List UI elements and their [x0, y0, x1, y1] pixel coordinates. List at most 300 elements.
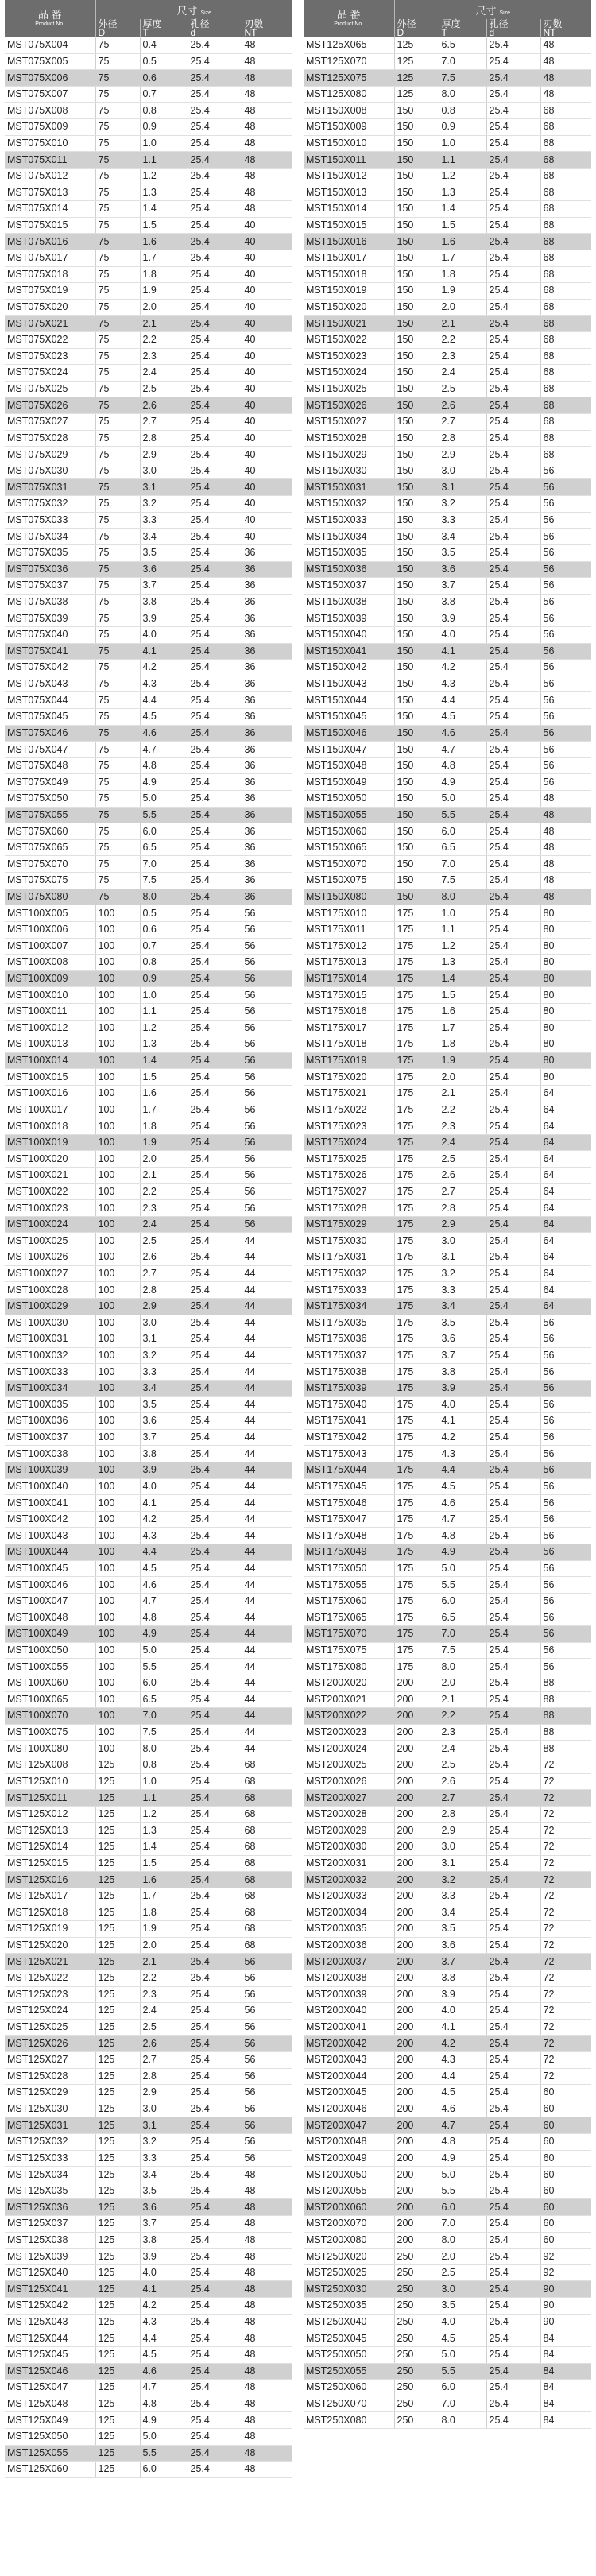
thickness-cell: 1.4 — [439, 201, 486, 218]
teeth-header-sym: NT — [543, 27, 556, 38]
thickness-cell: 3.7 — [439, 1347, 486, 1364]
bore-cell: 25.4 — [486, 2330, 540, 2347]
bore-cell: 25.4 — [486, 397, 540, 414]
thickness-cell: 4.0 — [439, 2003, 486, 2020]
product-no-cell: MST200X033 — [304, 1888, 394, 1904]
outer-diameter-cell: 175 — [394, 1151, 439, 1168]
bore-cell: 25.4 — [188, 1888, 242, 1904]
bore-cell: 25.4 — [188, 1691, 242, 1708]
product-no-cell: MST175X044 — [304, 1462, 394, 1479]
teeth-cell: 56 — [540, 626, 591, 643]
thickness-cell: 3.9 — [140, 1462, 188, 1479]
teeth-cell: 84 — [540, 2363, 591, 2380]
outer-diameter-cell: 150 — [394, 512, 439, 529]
outer-diameter-cell: 100 — [95, 1724, 140, 1741]
table-row — [304, 610, 591, 627]
thickness-cell: 0.7 — [140, 86, 188, 103]
table-row — [5, 2281, 292, 2298]
table-row — [5, 561, 292, 578]
bore-cell: 25.4 — [188, 1773, 242, 1790]
thickness-cell: 2.5 — [439, 381, 486, 397]
bore-cell: 25.4 — [188, 561, 242, 578]
teeth-cell: 68 — [242, 1888, 292, 1904]
outer-diameter-cell: 125 — [95, 1823, 140, 1839]
outer-diameter-cell: 125 — [394, 86, 439, 103]
thickness-cell: 0.7 — [140, 938, 188, 955]
product-no-cell: MST150X011 — [304, 152, 394, 169]
outer-diameter-cell: 175 — [394, 1020, 439, 1036]
product-no-cell: MST200X032 — [304, 1872, 394, 1888]
product-no-cell: MST125X031 — [5, 2117, 95, 2134]
outer-diameter-cell: 100 — [95, 1478, 140, 1495]
product-no-header-en: Product No. — [334, 21, 364, 27]
product-no-cell: MST150X047 — [304, 742, 394, 758]
teeth-cell: 44 — [242, 1380, 292, 1396]
outer-diameter-cell: 175 — [394, 1036, 439, 1053]
product-no-cell: MST250X060 — [304, 2380, 394, 2396]
table-row — [304, 1659, 591, 1675]
thickness-cell: 3.2 — [140, 496, 188, 513]
teeth-cell: 64 — [540, 1183, 591, 1200]
outer-diameter-cell: 100 — [95, 1183, 140, 1200]
teeth-cell: 56 — [540, 1364, 591, 1381]
outer-diameter-cell: 100 — [95, 1249, 140, 1266]
outer-diameter-cell: 200 — [394, 2051, 439, 2068]
teeth-cell: 44 — [242, 1675, 292, 1691]
thickness-cell: 3.4 — [140, 1380, 188, 1396]
teeth-cell: 84 — [540, 2380, 591, 2396]
teeth-cell: 40 — [242, 234, 292, 250]
outer-diameter-cell: 150 — [394, 873, 439, 889]
product-no-cell: MST100X031 — [5, 1331, 95, 1348]
table-row — [5, 1265, 292, 1282]
table-row — [304, 2380, 591, 2396]
thickness-cell: 2.1 — [140, 1168, 188, 1184]
outer-diameter-cell: 100 — [95, 1364, 140, 1381]
product-no-cell: MST125X011 — [5, 1790, 95, 1807]
thickness-cell: 2.4 — [140, 2003, 188, 2020]
thickness-header — [439, 19, 486, 37]
thickness-cell: 5.0 — [140, 1642, 188, 1659]
thickness-cell: 1.4 — [140, 201, 188, 218]
product-no-cell: MST150X049 — [304, 774, 394, 791]
thickness-cell: 5.0 — [439, 2167, 486, 2183]
bore-cell: 25.4 — [188, 1724, 242, 1741]
bore-cell: 25.4 — [486, 1495, 540, 1512]
outer-diameter-cell: 175 — [394, 921, 439, 938]
outer-diameter-cell: 150 — [394, 299, 439, 316]
bore-cell: 25.4 — [188, 2134, 242, 2151]
bore-cell: 25.4 — [486, 2412, 540, 2429]
thickness-cell: 2.8 — [439, 1200, 486, 1217]
bore-cell: 25.4 — [188, 1265, 242, 1282]
bore-header-sym: d — [489, 27, 495, 38]
thickness-cell: 4.4 — [439, 1462, 486, 1479]
teeth-cell: 44 — [242, 1249, 292, 1266]
bore-cell: 25.4 — [188, 447, 242, 463]
outer-diameter-cell: 75 — [95, 381, 140, 397]
bore-cell: 25.4 — [486, 1069, 540, 1086]
table-row — [304, 1593, 591, 1610]
product-no-cell: MST075X015 — [5, 217, 95, 234]
outer-diameter-cell: 200 — [394, 1823, 439, 1839]
outer-diameter-cell: 100 — [95, 1151, 140, 1168]
outer-diameter-cell: 150 — [394, 331, 439, 348]
bore-cell: 25.4 — [486, 1773, 540, 1790]
product-no-cell: MST200X028 — [304, 1806, 394, 1823]
product-no-cell: MST075X070 — [5, 856, 95, 873]
teeth-cell: 36 — [242, 660, 292, 676]
thickness-cell: 2.1 — [439, 1691, 486, 1708]
product-no-cell: MST100X034 — [5, 1380, 95, 1396]
table-row — [304, 1642, 591, 1659]
thickness-cell: 2.4 — [140, 1216, 188, 1233]
thickness-cell: 4.3 — [140, 1528, 188, 1544]
teeth-cell: 44 — [242, 1446, 292, 1462]
bore-cell: 25.4 — [188, 1331, 242, 1348]
thickness-cell: 1.2 — [140, 1020, 188, 1036]
bore-cell: 25.4 — [188, 1872, 242, 1888]
teeth-cell: 36 — [242, 774, 292, 791]
product-no-cell: MST175X045 — [304, 1478, 394, 1495]
thickness-cell: 1.7 — [140, 1102, 188, 1118]
product-no-cell: MST125X021 — [5, 1954, 95, 1970]
outer-diameter-cell: 75 — [95, 250, 140, 266]
table-row — [304, 1200, 591, 1217]
product-no-cell: MST125X070 — [304, 53, 394, 70]
spec-table-right — [304, 0, 591, 2429]
thickness-cell: 3.4 — [439, 1904, 486, 1921]
thickness-cell: 4.4 — [439, 2068, 486, 2085]
thickness-cell: 4.3 — [439, 2051, 486, 2068]
outer-diameter-cell: 125 — [95, 2101, 140, 2117]
table-row — [304, 1921, 591, 1938]
product-no-cell: MST175X023 — [304, 1118, 394, 1135]
teeth-cell: 56 — [540, 1478, 591, 1495]
thickness-cell: 2.0 — [140, 299, 188, 316]
teeth-cell: 64 — [540, 1249, 591, 1266]
bore-cell: 25.4 — [486, 1102, 540, 1118]
outer-diameter-cell: 200 — [394, 1724, 439, 1741]
outer-diameter-cell: 200 — [394, 2003, 439, 2020]
outer-diameter-cell: 150 — [394, 643, 439, 660]
bore-cell: 25.4 — [486, 1233, 540, 1249]
thickness-cell: 1.5 — [439, 987, 486, 1004]
bore-cell: 25.4 — [486, 578, 540, 595]
product-no-cell: MST150X022 — [304, 331, 394, 348]
table-row — [304, 496, 591, 513]
teeth-cell: 40 — [242, 463, 292, 479]
outer-diameter-cell: 150 — [394, 447, 439, 463]
thickness-cell: 1.0 — [140, 135, 188, 152]
bore-cell: 25.4 — [486, 725, 540, 742]
product-no-cell: MST150X060 — [304, 823, 394, 840]
teeth-cell: 40 — [242, 397, 292, 414]
outer-diameter-cell: 200 — [394, 1741, 439, 1757]
outer-diameter-header — [95, 19, 140, 37]
table-row — [5, 1560, 292, 1577]
thickness-cell: 4.8 — [140, 757, 188, 774]
teeth-cell: 36 — [242, 757, 292, 774]
bore-cell: 25.4 — [188, 1168, 242, 1184]
product-no-cell: MST125X013 — [5, 1823, 95, 1839]
table-row — [5, 2298, 292, 2315]
thickness-cell: 0.6 — [140, 921, 188, 938]
outer-diameter-cell: 150 — [394, 529, 439, 545]
product-no-cell: MST075X029 — [5, 447, 95, 463]
bore-cell: 25.4 — [188, 1675, 242, 1691]
outer-diameter-cell: 75 — [95, 742, 140, 758]
outer-diameter-cell: 200 — [394, 1675, 439, 1691]
thickness-cell: 2.7 — [439, 1183, 486, 1200]
teeth-cell: 40 — [242, 414, 292, 431]
teeth-cell: 36 — [242, 839, 292, 856]
teeth-cell: 40 — [242, 316, 292, 332]
outer-diameter-cell: 200 — [394, 2150, 439, 2167]
thickness-cell: 6.5 — [140, 839, 188, 856]
table-row — [5, 676, 292, 692]
thickness-cell: 4.1 — [439, 1413, 486, 1430]
table-row — [304, 37, 591, 53]
outer-diameter-cell: 75 — [95, 889, 140, 905]
teeth-cell: 72 — [540, 1872, 591, 1888]
product-no-cell: MST125X012 — [5, 1806, 95, 1823]
bore-cell: 25.4 — [188, 2232, 242, 2249]
outer-diameter-cell: 175 — [394, 1446, 439, 1462]
product-no-cell: MST100X006 — [5, 921, 95, 938]
outer-diameter-cell: 175 — [394, 1659, 439, 1675]
teeth-cell: 36 — [242, 873, 292, 889]
bore-cell: 25.4 — [188, 2363, 242, 2380]
table-row — [5, 1773, 292, 1790]
table-row — [5, 2150, 292, 2167]
thickness-cell: 4.9 — [439, 2150, 486, 2167]
table-row — [5, 2428, 292, 2445]
thickness-cell: 3.7 — [439, 1954, 486, 1970]
size-header-en: Size — [200, 10, 212, 16]
thickness-cell: 2.6 — [140, 1249, 188, 1266]
outer-diameter-cell: 125 — [95, 2167, 140, 2183]
thickness-cell: 1.8 — [140, 1904, 188, 1921]
thickness-cell: 3.9 — [140, 2249, 188, 2265]
outer-diameter-cell: 175 — [394, 1528, 439, 1544]
outer-diameter-cell: 125 — [95, 1839, 140, 1856]
table-row — [5, 1200, 292, 1217]
product-no-cell: MST150X046 — [304, 725, 394, 742]
thickness-cell: 3.3 — [439, 512, 486, 529]
product-no-cell: MST125X044 — [5, 2330, 95, 2347]
bore-cell: 25.4 — [188, 53, 242, 70]
outer-diameter-cell: 100 — [95, 1446, 140, 1462]
table-row — [5, 1708, 292, 1725]
product-no-cell: MST175X019 — [304, 1052, 394, 1069]
table-row — [5, 938, 292, 955]
product-no-cell: MST250X080 — [304, 2412, 394, 2429]
thickness-cell: 0.8 — [140, 103, 188, 119]
teeth-cell: 56 — [540, 1331, 591, 1348]
teeth-cell: 72 — [540, 2019, 591, 2036]
teeth-cell: 44 — [242, 1659, 292, 1675]
product-no-cell: MST200X070 — [304, 2216, 394, 2233]
table-row — [5, 2101, 292, 2117]
outer-diameter-cell: 150 — [394, 414, 439, 431]
thickness-cell: 4.5 — [439, 1478, 486, 1495]
outer-diameter-cell: 175 — [394, 1462, 439, 1479]
teeth-cell: 72 — [540, 1855, 591, 1872]
thickness-cell: 1.7 — [140, 1888, 188, 1904]
product-no-cell: MST250X025 — [304, 2264, 394, 2281]
thickness-cell: 2.7 — [140, 414, 188, 431]
table-row — [5, 839, 292, 856]
outer-diameter-cell: 175 — [394, 1642, 439, 1659]
table-row — [5, 479, 292, 496]
teeth-cell: 56 — [540, 1495, 591, 1512]
table-row — [5, 1003, 292, 1020]
teeth-cell: 56 — [540, 1610, 591, 1626]
outer-diameter-cell: 100 — [95, 1462, 140, 1479]
bore-cell: 25.4 — [486, 1986, 540, 2003]
outer-diameter-cell: 100 — [95, 1347, 140, 1364]
table-row — [5, 807, 292, 823]
outer-diameter-cell: 175 — [394, 1003, 439, 1020]
bore-cell: 25.4 — [486, 512, 540, 529]
bore-cell: 25.4 — [486, 823, 540, 840]
bore-cell: 25.4 — [188, 905, 242, 922]
thickness-cell: 2.8 — [439, 1806, 486, 1823]
table-row — [5, 2003, 292, 2020]
teeth-cell: 68 — [540, 135, 591, 152]
table-row — [304, 1446, 591, 1462]
table-row — [5, 823, 292, 840]
teeth-cell: 44 — [242, 1233, 292, 1249]
teeth-cell: 56 — [242, 1986, 292, 2003]
thickness-cell: 0.8 — [140, 1757, 188, 1773]
thickness-cell: 3.6 — [140, 2199, 188, 2216]
product-no-cell: MST100X010 — [5, 987, 95, 1004]
table-row — [304, 1233, 591, 1249]
outer-diameter-cell: 250 — [394, 2298, 439, 2315]
bore-cell: 25.4 — [486, 610, 540, 627]
teeth-cell: 40 — [242, 430, 292, 447]
thickness-cell: 1.6 — [140, 234, 188, 250]
teeth-cell: 72 — [540, 1839, 591, 1856]
teeth-cell: 44 — [242, 1528, 292, 1544]
table-row — [304, 1003, 591, 1020]
outer-diameter-cell: 175 — [394, 938, 439, 955]
table-row — [5, 594, 292, 610]
teeth-cell: 88 — [540, 1691, 591, 1708]
table-row — [5, 1315, 292, 1331]
outer-diameter-cell: 100 — [95, 1626, 140, 1643]
bore-cell: 25.4 — [486, 316, 540, 332]
bore-cell: 25.4 — [486, 1086, 540, 1102]
outer-diameter-cell: 125 — [95, 1790, 140, 1807]
thickness-cell: 0.5 — [140, 905, 188, 922]
teeth-cell: 56 — [540, 1462, 591, 1479]
bore-cell: 25.4 — [486, 2051, 540, 2068]
table-row — [5, 217, 292, 234]
table-row — [5, 2314, 292, 2330]
bore-header — [188, 19, 242, 37]
table-row — [304, 1741, 591, 1757]
outer-diameter-cell: 75 — [95, 708, 140, 725]
table-row — [304, 1610, 591, 1626]
outer-diameter-cell: 200 — [394, 1790, 439, 1807]
bore-cell: 25.4 — [188, 2281, 242, 2298]
thickness-cell: 5.5 — [439, 2183, 486, 2199]
product-no-cell: MST125X016 — [5, 1872, 95, 1888]
thickness-cell: 3.4 — [439, 529, 486, 545]
table-row — [5, 987, 292, 1004]
teeth-cell: 60 — [540, 2199, 591, 2216]
table-row — [5, 70, 292, 87]
bore-cell: 25.4 — [188, 2051, 242, 2068]
teeth-cell: 44 — [242, 1560, 292, 1577]
bore-cell: 25.4 — [188, 1904, 242, 1921]
thickness-cell: 6.0 — [439, 2199, 486, 2216]
thickness-cell: 4.8 — [439, 2134, 486, 2151]
outer-diameter-cell: 150 — [394, 544, 439, 561]
table-row — [5, 742, 292, 758]
thickness-cell: 4.0 — [140, 1478, 188, 1495]
teeth-cell: 44 — [242, 1544, 292, 1561]
thickness-cell: 4.7 — [140, 742, 188, 758]
table-row — [5, 1659, 292, 1675]
product-no-cell: MST100X050 — [5, 1642, 95, 1659]
table-row — [304, 414, 591, 431]
outer-diameter-cell: 100 — [95, 987, 140, 1004]
thickness-cell: 1.2 — [439, 168, 486, 184]
bore-cell: 25.4 — [188, 921, 242, 938]
product-no-cell: MST100X065 — [5, 1691, 95, 1708]
bore-cell: 25.4 — [486, 955, 540, 971]
product-no-cell: MST075X011 — [5, 152, 95, 169]
outer-diameter-cell: 100 — [95, 1577, 140, 1594]
bore-cell: 25.4 — [188, 1413, 242, 1430]
bore-cell: 25.4 — [486, 1347, 540, 1364]
thickness-cell: 3.1 — [439, 1855, 486, 1872]
teeth-cell: 48 — [242, 2346, 292, 2363]
product-no-cell: MST125X042 — [5, 2298, 95, 2315]
table-row — [304, 1086, 591, 1102]
thickness-cell: 4.9 — [140, 1626, 188, 1643]
bore-cell: 25.4 — [188, 2101, 242, 2117]
outer-diameter-cell: 75 — [95, 283, 140, 300]
thickness-cell: 1.3 — [140, 184, 188, 201]
bore-cell: 25.4 — [188, 1036, 242, 1053]
thickness-cell: 1.0 — [439, 135, 486, 152]
bore-cell: 25.4 — [188, 463, 242, 479]
product-no-cell: MST150X041 — [304, 643, 394, 660]
outer-diameter-cell: 200 — [394, 2036, 439, 2052]
thickness-cell: 3.1 — [140, 479, 188, 496]
teeth-cell: 36 — [242, 791, 292, 808]
table-row — [5, 1446, 292, 1462]
table-row — [304, 938, 591, 955]
teeth-cell: 56 — [242, 1954, 292, 1970]
bore-cell: 25.4 — [188, 430, 242, 447]
product-no-cell: MST200X031 — [304, 1855, 394, 1872]
outer-diameter-cell: 75 — [95, 103, 140, 119]
thickness-cell: 5.5 — [140, 1659, 188, 1675]
bore-cell: 25.4 — [486, 1052, 540, 1069]
thickness-cell: 4.0 — [439, 2314, 486, 2330]
teeth-cell: 48 — [242, 184, 292, 201]
product-no-cell: MST075X024 — [5, 365, 95, 382]
thickness-cell: 2.4 — [140, 365, 188, 382]
bore-cell: 25.4 — [486, 1462, 540, 1479]
outer-diameter-cell: 150 — [394, 217, 439, 234]
